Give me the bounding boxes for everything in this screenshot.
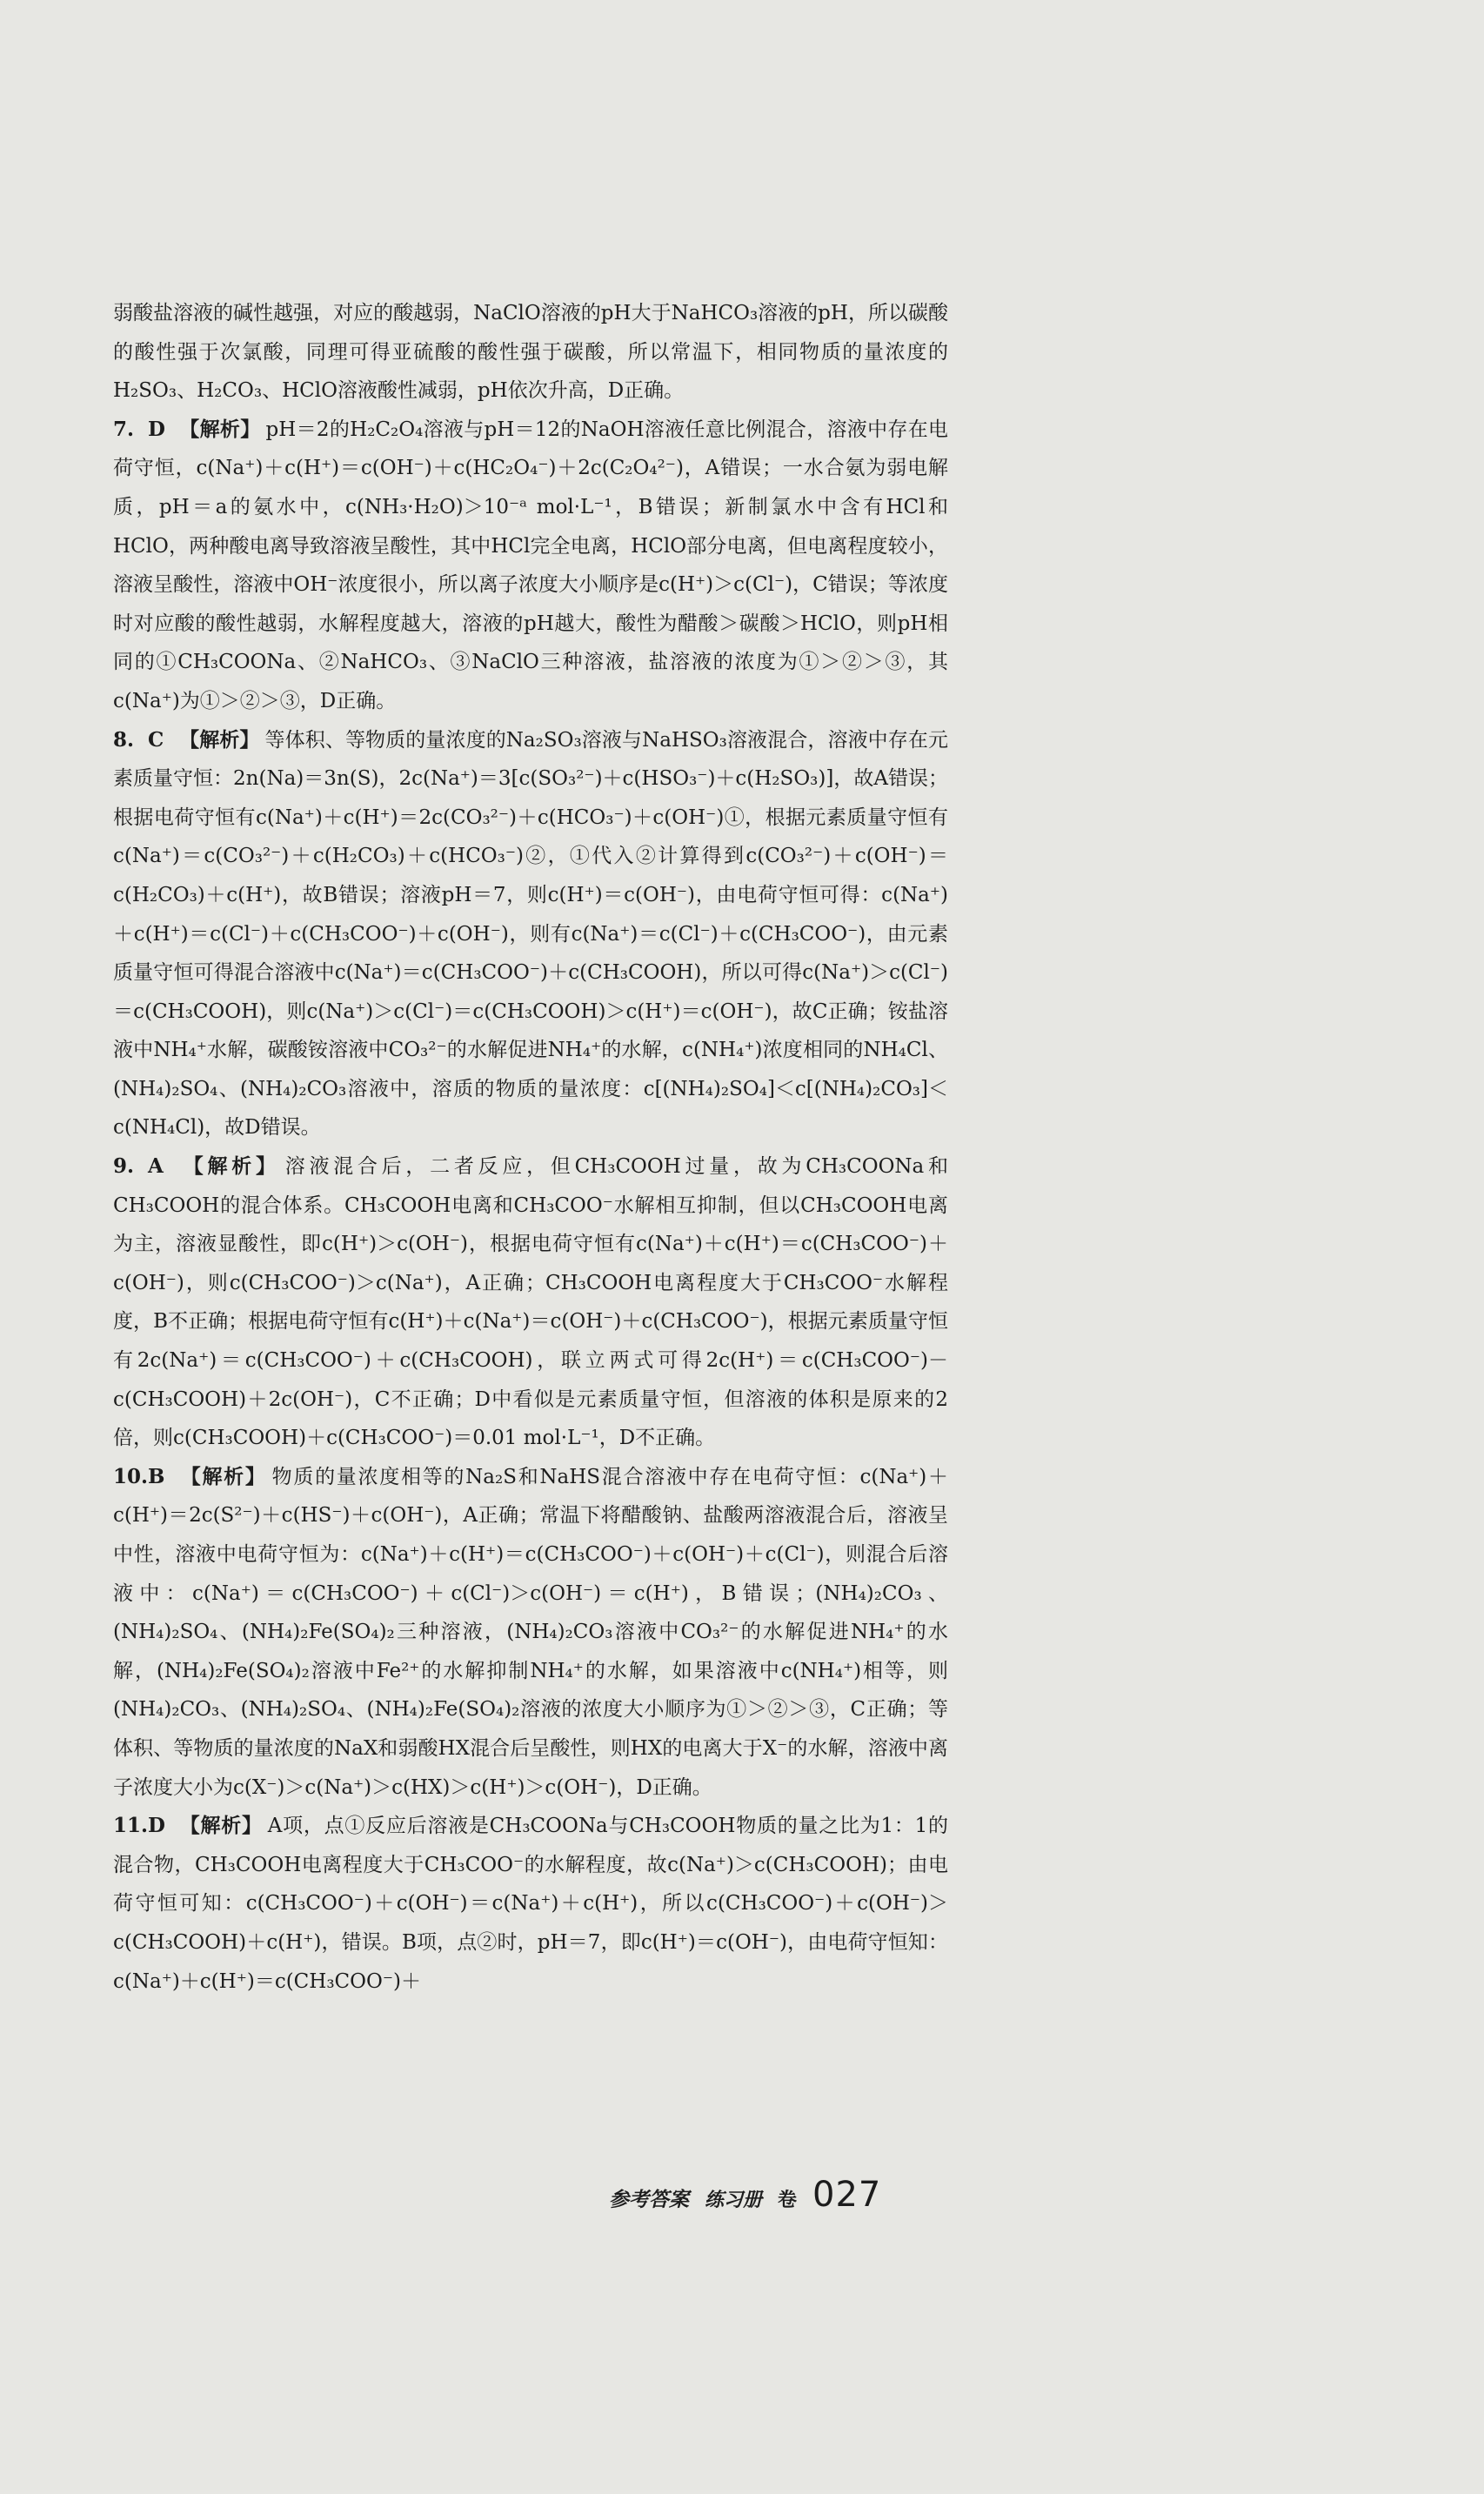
item-number: 8. xyxy=(113,727,135,752)
analysis-tag: 【解析】 xyxy=(179,1464,267,1488)
item-explanation: A项，点①反应后溶液是CH₃COONa与CH₃COOH物质的量之比为1：1的混合物，CH₃COOH电离程度大于CH₃COO⁻的水解程度，故c(Na⁺)＞c(CH₃COOH)；由电荷守恒可知：c(CH₃COO⁻)＋c(OH⁻)＝c(Na⁺)＋c(H⁺)，所以c(CH₃COO⁻)＋c(OH⁻)＞c(CH₃COOH)＋c(H⁺)，错误。B项，点②时，pH＝7，即c(H⁺)＝c(OH⁻)，由电荷守恒知：c(Na⁺)＋c(H⁺)＝c(CH₃COO⁻)＋ xyxy=(113,1815,948,1993)
item-explanation: pH＝2的H₂C₂O₄溶液与pH＝12的NaOH溶液任意比例混合，溶液中存在电荷守恒，c(Na⁺)＋c(H⁺)＝c(OH⁻)＋c(HC₂O₄⁻)＋2c(C₂O₄²⁻)，A错误；一水合氨为弱电解质，pH＝a的氨水中，c(NH₃·H₂O)＞10⁻ᵃ mol·L⁻¹，B错误；新制氯水中含有HCl和HClO，两种酸电离导致溶液呈酸性，其中HCl完全电离，HClO部分电离，但电离程度较小，溶液呈酸性，溶液中OH⁻浓度很小，所以离子浓度大小顺序是c(H⁺)＞c(Cl⁻)，C错误；等浓度时对应酸的酸性越弱，水解程度越大，溶液的pH越大，酸性为醋酸＞碳酸＞HClO，则pH相同的①CH₃COONa、②NaHCO₃、③NaClO三种溶液，盐溶液的浓度为①＞②＞③，其c(Na⁺)为①＞②＞③，D正确。 xyxy=(113,418,949,712)
answer-text-body xyxy=(113,294,948,2001)
analysis-tag: 【解析】 xyxy=(179,727,260,752)
analysis-tag: 【解析】 xyxy=(179,417,261,441)
item-explanation: 物质的量浓度相等的Na₂S和NaHS混合溶液中存在电荷守恒：c(Na⁺)＋c(H⁺)＝2c(S²⁻)＋c(HS⁻)＋c(OH⁻)，A正确；常温下将醋酸钠、盐酸两溶液混合后，溶液呈中性，溶液中电荷守恒为：c(Na⁺)＋c(H⁺)＝c(CH₃COO⁻)＋c(OH⁻)＋c(Cl⁻)，则混合后溶液中：c(Na⁺)＝c(CH₃COO⁻)＋c(Cl⁻)＞c(OH⁻)＝c(H⁺)，B错误；(NH₄)₂CO₃、(NH₄)₂SO₄、(NH₄)₂Fe(SO₄)₂三种溶液，(NH₄)₂CO₃溶液中CO₃²⁻的水解促进NH₄⁺的水解，(NH₄)₂Fe(SO₄)₂溶液中Fe²⁺的水解抑制NH₄⁺的水解，如果溶液中c(NH₄⁺)相等，则(NH₄)₂CO₃、(NH₄)₂SO₄、(NH₄)₂Fe(SO₄)₂溶液的浓度大小顺序为①＞②＞③，C正确；等体积、等物质的量浓度的NaX和弱酸HX混合后呈酸性，则HX的电离大于X⁻的水解，溶液中离子浓度大小为c(X⁻)＞c(Na⁺)＞c(HX)＞c(H⁺)＞c(OH⁻)，D正确。 xyxy=(113,1465,948,1799)
footer-label-volume: 卷 xyxy=(778,2190,798,2211)
footer-label-workbook: 练习册 xyxy=(705,2190,763,2211)
analysis-tag: 【解析】 xyxy=(179,1154,280,1179)
page-number: 027 xyxy=(812,2175,882,2215)
page-footer xyxy=(609,2175,974,2215)
answer-item-10 xyxy=(113,1458,948,1807)
item-number: 9. xyxy=(113,1154,135,1179)
answer-item-11 xyxy=(113,1807,948,2001)
item-answer: C xyxy=(148,727,164,752)
answer-item-7 xyxy=(113,411,948,721)
intro-paragraph: 弱酸盐溶液的碱性越强，对应的酸越弱，NaClO溶液的pH大于NaHCO₃溶液的pH，所以碳酸的酸性强于次氯酸，同理可得亚硫酸的酸性强于碳酸，所以常温下，相同物质的量浓度的H₂SO₃、H₂CO₃、HClO溶液酸性减弱，pH依次升高，D正确。 xyxy=(113,302,948,403)
answer-item-8 xyxy=(113,721,948,1148)
item-answer: D xyxy=(148,417,165,441)
analysis-tag: 【解析】 xyxy=(179,1814,263,1838)
item-explanation: 溶液混合后，二者反应，但CH₃COOH过量，故为CH₃COONa和CH₃COOH的混合体系。CH₃COOH电离和CH₃COO⁻水解相互抑制，但以CH₃COOH电离为主，溶液显酸性，即c(H⁺)＞c(OH⁻)，根据电荷守恒有c(Na⁺)＋c(H⁺)＝c(CH₃COO⁻)＋c(OH⁻)，则c(CH₃COO⁻)＞c(Na⁺)，A正确；CH₃COOH电离程度大于CH₃COO⁻水解程度，B不正确；根据电荷守恒有c(H⁺)＋c(Na⁺)＝c(OH⁻)＋c(CH₃COO⁻)，根据元素质量守恒有2c(Na⁺)＝c(CH₃COO⁻)＋c(CH₃COOH)，联立两式可得2c(H⁺)＝c(CH₃COO⁻)－c(CH₃COOH)＋2c(OH⁻)，C不正确；D中看似是元素质量守恒，但溶液的体积是原来的2倍，则c(CH₃COOH)＋c(CH₃COO⁻)＝0.01 mol·L⁻¹，D不正确。 xyxy=(113,1155,948,1450)
item-number: 7. xyxy=(113,417,135,441)
item-answer: A xyxy=(148,1154,164,1179)
item-number: 10. xyxy=(113,1464,149,1488)
footer-label-answers: 参考答案 xyxy=(609,2189,689,2211)
item-explanation: 等体积、等物质的量浓度的Na₂SO₃溶液与NaHSO₃溶液混合，溶液中存在元素质量守恒：2n(Na)＝3n(S)，2c(Na⁺)＝3[c(SO₃²⁻)＋c(HSO₃⁻)＋c(H₂SO₃)]，故A错误；根据电荷守恒有c(Na⁺)＋c(H⁺)＝2c(CO₃²⁻)＋c(HCO₃⁻)＋c(OH⁻)①，根据元素质量守恒有c(Na⁺)＝c(CO₃²⁻)＋c(H₂CO₃)＋c(HCO₃⁻)②，①代入②计算得到c(CO₃²⁻)＋c(OH⁻)＝c(H₂CO₃)＋c(H⁺)，故B错误；溶液pH＝7，则c(H⁺)＝c(OH⁻)，由电荷守恒可得：c(Na⁺)＋c(H⁺)＝c(Cl⁻)＋c(CH₃COO⁻)＋c(OH⁻)，则有c(Na⁺)＝c(Cl⁻)＋c(CH₃COO⁻)，由元素质量守恒可得混合溶液中c(Na⁺)＝c(CH₃COO⁻)＋c(CH₃COOH)，所以可得c(Na⁺)＞c(Cl⁻)＝c(CH₃COOH)，则c(Na⁺)＞c(Cl⁻)＝c(CH₃COOH)＞c(H⁺)＝c(OH⁻)，故C正确；铵盐溶液中NH₄⁺水解，碳酸铵溶液中CO₃²⁻的水解促进NH₄⁺的水解，c(NH₄⁺)浓度相同的NH₄Cl、(NH₄)₂SO₄、(NH₄)₂CO₃溶液中，溶质的物质的量浓度：c[(NH₄)₂SO₄]＜c[(NH₄)₂CO₃]＜c(NH₄Cl)，故D错误。 xyxy=(113,728,948,1140)
answer-item-9 xyxy=(113,1147,948,1458)
item-number: 11. xyxy=(113,1814,149,1838)
item-answer: B xyxy=(148,1464,165,1488)
item-answer: D xyxy=(148,1814,165,1838)
